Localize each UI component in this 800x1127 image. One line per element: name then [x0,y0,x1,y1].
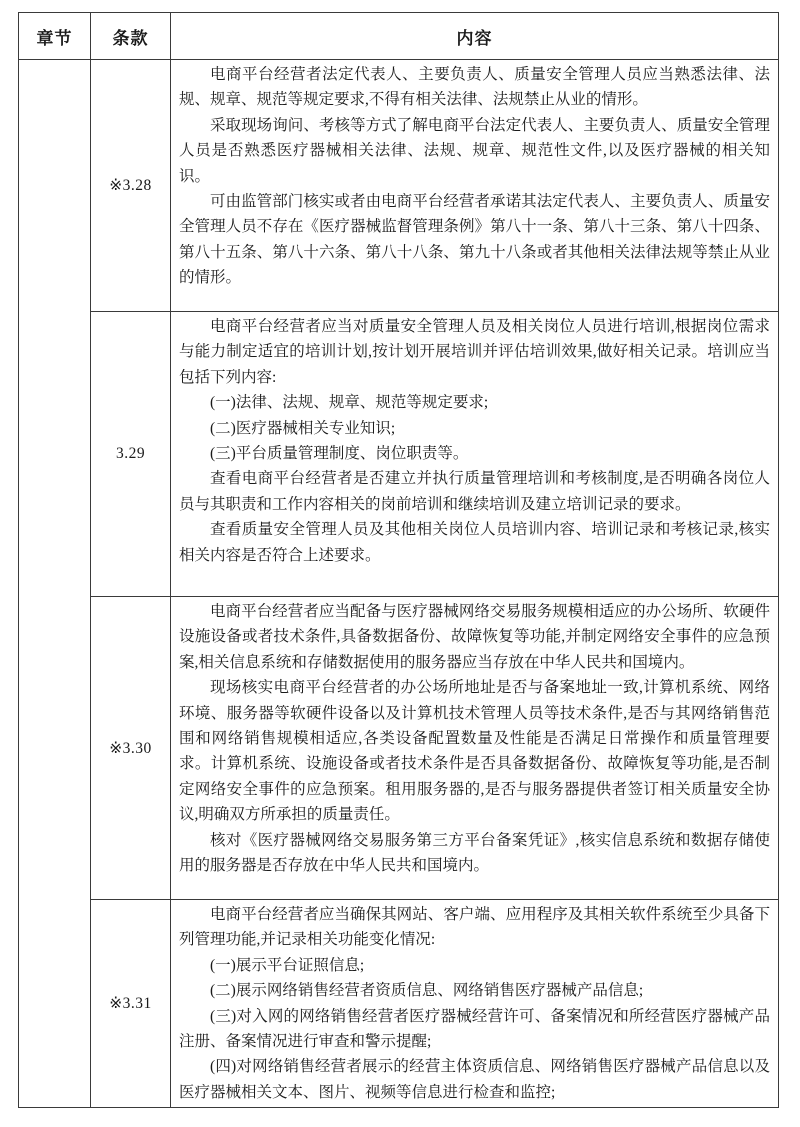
column-header-chapter: 章节 [19,13,91,60]
content-paragraph: 电商平台经营者法定代表人、主要负责人、质量安全管理人员应当熟悉法律、法规、规章、规范等规定要求,不得有相关法律、法规禁止从业的情形。 [179,66,770,109]
content-list-item: (一)展示平台证照信息; [210,956,365,974]
clause-cell: ※3.31 [91,900,171,1108]
column-header-content: 内容 [171,13,779,60]
clause-cell: ※3.28 [91,60,171,312]
content-paragraph: 电商平台经营者应当确保其网站、客户端、应用程序及其相关软件系统至少具备下列管理功能,并记录相关功能变化情况: [179,906,770,949]
regulation-table [18,12,779,1108]
content-paragraph: 电商平台经营者应当配备与医疗器械网络交易服务规模相适应的办公场所、软硬件设施设备或者技术条件,具备数据备份、故障恢复等功能,并制定网络安全事件的应急预案,相关信息系统和存储数据使用的服务器应当存放在中华人民共和国境内。 [179,603,770,671]
content-cell [171,900,779,1108]
content-cell [171,312,779,597]
content-paragraph: 查看质量安全管理人员及其他相关岗位人员培训内容、培训记录和考核记录,核实相关内容是否符合上述要求。 [179,521,770,564]
content-paragraph: 可由监管部门核实或者由电商平台经营者承诺其法定代表人、主要负责人、质量安全管理人员不存在《医疗器械监督管理条例》第八十一条、第八十三条、第八十四条、第八十五条、第八十六条、第八十八条、第九十八条或者其他相关法律法规等禁止从业的情形。 [179,193,770,287]
table-row [19,60,779,312]
clause-cell: ※3.30 [91,597,171,900]
content-list-item: (二)医疗器械相关专业知识; [210,419,396,437]
content-list-item: (一)法律、法规、规章、规范等规定要求; [210,394,489,412]
content-list-item: (二)展示网络销售经营者资质信息、网络销售医疗器械产品信息; [210,982,644,1000]
content-paragraph: 查看电商平台经营者是否建立并执行质量管理培训和考核制度,是否明确各岗位人员与其职责和工作内容相关的岗前培训和继续培训及建立培训记录的要求。 [179,470,770,513]
table-header-row [19,13,779,60]
content-list-item: (三)对入网的网络销售经营者医疗器械经营许可、备案情况和所经营医疗器械产品注册、备案情况进行审查和警示提醒; [179,1007,770,1051]
table-row [19,900,779,1108]
column-header-clause: 条款 [91,13,171,60]
content-paragraph: 采取现场询问、考核等方式了解电商平台法定代表人、主要负责人、质量安全管理人员是否熟悉医疗器械相关法律、法规、规章、规范性文件,以及医疗器械的相关知识。 [179,116,770,185]
content-list-item: (三)平台质量管理制度、岗位职责等。 [210,445,469,463]
content-paragraph: 现场核实电商平台经营者的办公场所地址是否与备案地址一致,计算机系统、网络环境、服务器等软硬件设备以及计算机技术管理人员等技术条件,是否与其网络销售范围和网络销售规模相适应,各类设备配置数量及性能是否满足日常操作和质量管理要求。计算机系统、设施设备或者技术条件是否具备数据备份、故障恢复等功能,是否制定网络安全事件的应急预案。租用服务器的,是否与服务器提供者签订相关质量安全协议,明确双方所承担的质量责任。 [179,679,770,824]
content-paragraph: 电商平台经营者应当对质量安全管理人员及相关岗位人员进行培训,根据岗位需求与能力制定适宜的培训计划,按计划开展培训并评估培训效果,做好相关记录。培训应当包括下列内容: [179,318,770,386]
content-paragraph: 核对《医疗器械网络交易服务第三方平台备案凭证》,核实信息系统和数据存储使用的服务器是否存放在中华人民共和国境内。 [179,831,770,875]
content-cell [171,597,779,900]
table-row [19,597,779,900]
clause-cell: 3.29 [91,312,171,597]
chapter-cell-empty [19,60,91,1108]
table-row [19,312,779,597]
content-list-item: (四)对网络销售经营者展示的经营主体资质信息、网络销售医疗器械产品信息以及医疗器械相关文本、图片、视频等信息进行检查和监控; [179,1058,770,1101]
content-cell [171,60,779,312]
